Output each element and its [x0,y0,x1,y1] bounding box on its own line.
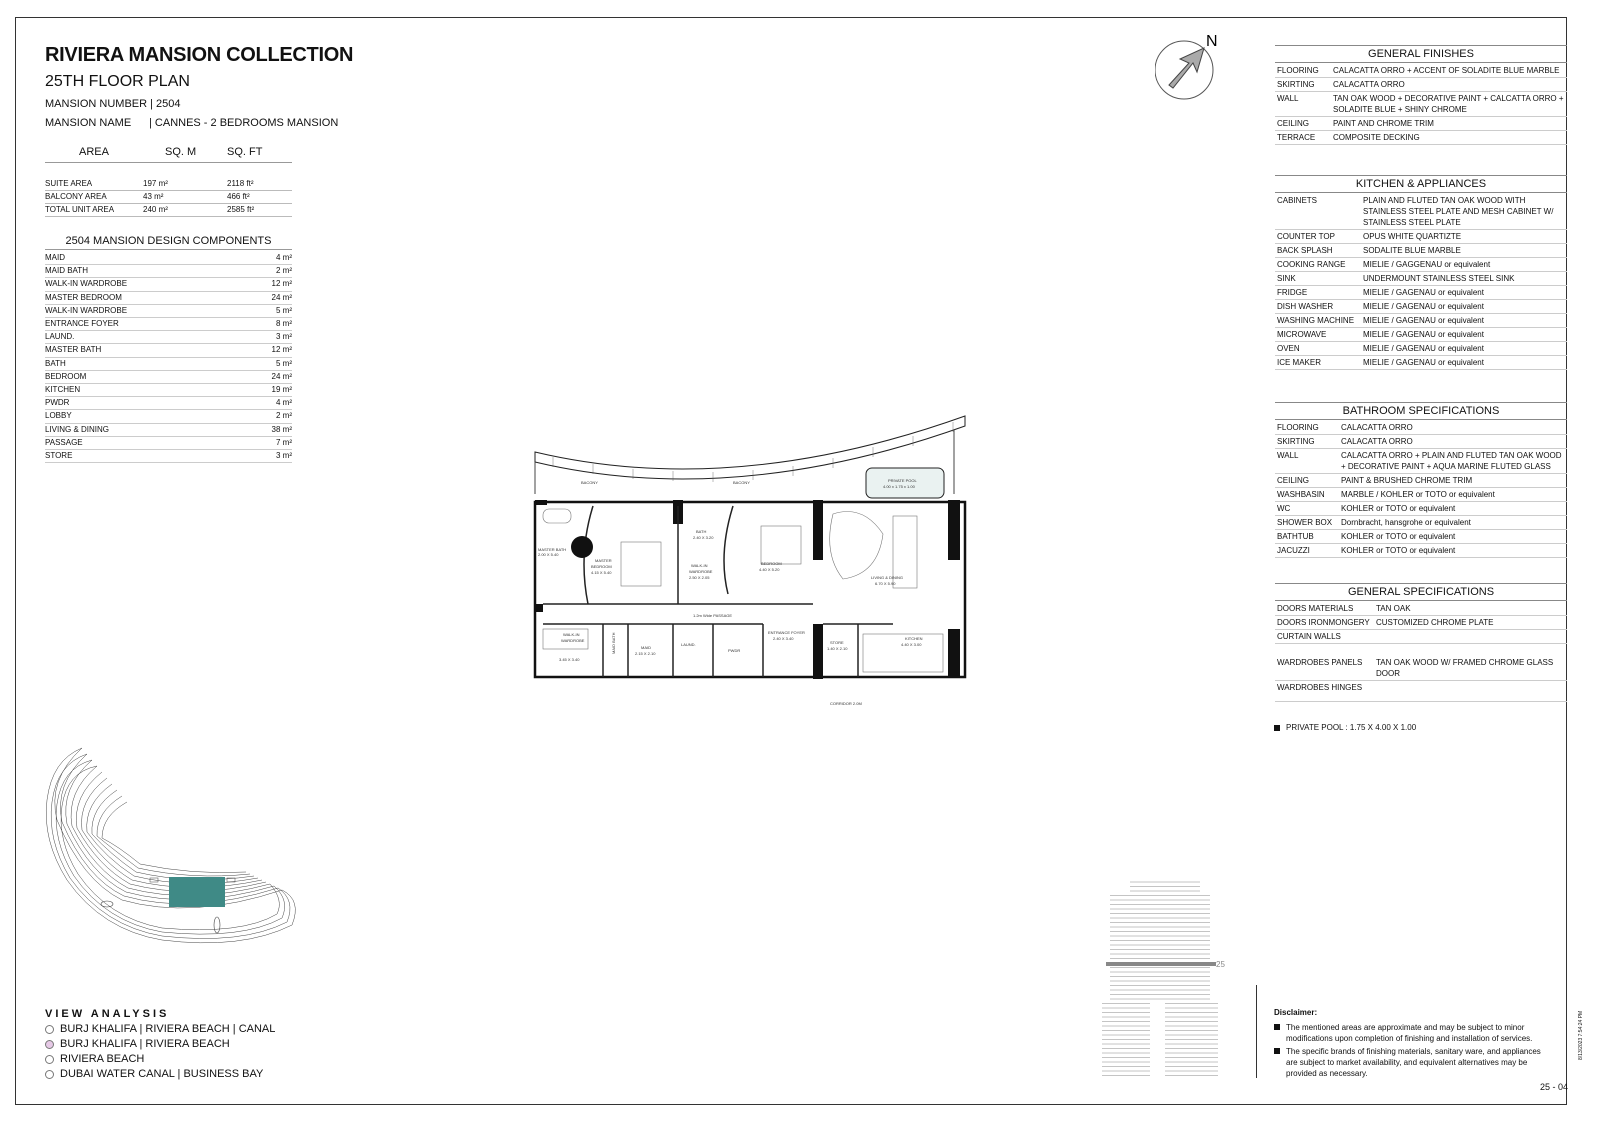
spec-key: WALL [1277,451,1299,460]
spec-row [1275,230,1567,244]
area-col-header: AREA [79,146,109,158]
disclaimer-divider [1256,985,1257,1078]
spec-key: CABINETS [1277,196,1318,205]
balcony-label-2: BACONY [733,480,750,485]
component-name: ENTRANCE FOYER [45,319,119,328]
page-title: RIVIERA MANSION COLLECTION [45,44,354,66]
area-row [45,190,292,204]
spec-row [1275,544,1567,558]
component-area: 4 m² [276,253,292,262]
spec-value: PAINT & BRUSHED CHROME TRIM [1341,476,1473,485]
building-elevation-drawing [1100,880,1225,1080]
mansion-name-label: MANSION NAME [45,117,132,129]
spec-key: JACUZZI [1277,546,1310,555]
disclaimer-bullet [1274,1024,1280,1030]
spec-row [1275,272,1567,286]
spec-key: WASHBASIN [1277,490,1325,499]
area-sqm: 43 m² [143,192,164,201]
pool-label: PRIVATE POOL [888,478,917,483]
spec-key: SHOWER BOX [1277,518,1333,527]
room-living: LIVING & DINING [871,575,904,580]
spec-row [1275,117,1567,131]
view-option-label: BURJ KHALIFA | RIVIERA BEACH [60,1038,230,1050]
view-color-dot [45,1070,54,1079]
component-name: WALK-IN WARDROBE [45,279,128,289]
room-store-dim: 1.40 X 2.10 [827,646,848,651]
spec-key: CURTAIN WALLS [1277,632,1341,641]
component-row [45,371,292,384]
view-option [45,1053,144,1065]
component-row [45,437,292,450]
component-row [45,344,292,357]
spec-value: TAN OAK WOOD W/ FRAMED CHROME GLASS DOOR [1376,658,1554,678]
spec-row [1275,131,1567,145]
pool-dim: 4.00 x 1.75 x 1.00 [883,484,915,489]
spec-section [1275,175,1567,370]
spec-row [1275,435,1567,449]
room-bedroom-dim: 4.40 X 5.20 [759,567,780,572]
component-row [45,278,292,291]
component-area: 19 m² [271,385,292,394]
spec-key: SINK [1277,274,1296,283]
component-area: 5 m² [276,358,292,368]
spec-value: KOHLER or TOTO or equivalent [1341,546,1456,555]
room-foyer-dim: 2.40 X 3.40 [773,636,794,641]
spec-value: SODALITE BLUE MARBLE [1363,246,1461,255]
spec-value: MIELIE / GAGGENAU or equivalent [1363,260,1491,269]
component-area: 24 m² [271,371,292,381]
room-kitchen: KITCHEN [905,636,923,641]
spec-value: MIELIE / GAGENAU or equivalent [1363,302,1484,311]
spec-row [1275,516,1567,530]
corridor-label: CORRIDOR 2.0M [830,701,862,706]
compass-n-label: N [1206,33,1218,50]
spec-value: CALACATTA ORRO [1341,437,1413,446]
component-name: STORE [45,451,73,460]
spec-section [1275,402,1567,558]
spec-section-title: KITCHEN & APPLIANCES [1275,175,1567,193]
room-master-bed-dim: 4.15 X 5.40 [591,570,612,575]
component-name: KITCHEN [45,385,81,394]
area-sqm: 240 m² [143,205,168,214]
room-pwdr: PWDR [728,648,741,653]
spec-row [1275,530,1567,544]
spec-key: BACK SPLASH [1277,246,1333,255]
spec-row [1275,194,1567,230]
component-area: 24 m² [271,292,292,302]
disclaimer-title: Disclaimer: [1274,1008,1318,1017]
spec-section-title: BATHROOM SPECIFICATIONS [1275,402,1567,420]
spec-row [1275,78,1567,92]
room-maid-bath: MAID BATH [611,632,616,654]
spec-value: TAN OAK [1376,604,1411,613]
component-row [45,292,292,305]
area-name: BALCONY AREA [45,192,107,201]
spec-key: COUNTER TOP [1277,232,1335,241]
spec-row [1275,502,1567,516]
spec-section-title: GENERAL FINISHES [1275,45,1567,63]
component-area: 12 m² [271,279,292,289]
component-area: 5 m² [276,305,292,315]
spec-value: PAINT AND CHROME TRIM [1333,119,1434,128]
view-color-dot [45,1055,54,1064]
spec-value: CALACATTA ORRO + ACCENT OF SOLADITE BLUE MARBLE [1333,66,1560,75]
floor-indicator-label: 25 [1216,960,1225,969]
spec-value: MIELIE / GAGENAU or equivalent [1363,288,1484,297]
component-row [45,318,292,331]
view-option [45,1023,275,1035]
spec-row [1275,244,1567,258]
component-name: PASSAGE [45,437,83,447]
spec-key: FLOORING [1277,423,1319,432]
spec-value: MIELIE / GAGENAU or equivalent [1363,344,1484,353]
balcony-label-1: BACONY [581,480,598,485]
spec-key: ICE MAKER [1277,358,1322,367]
spec-section [1275,45,1567,145]
component-row [45,450,292,463]
spec-value: TAN OAK WOOD + DECORATIVE PAINT + CALCATTA ORRO + SOLADITE BLUE + SHINY CHROME [1333,94,1564,114]
area-name: TOTAL UNIT AREA [45,205,115,214]
spec-key: WC [1277,504,1291,513]
room-store: STORE [830,640,844,645]
spec-row [1275,258,1567,272]
spec-value: MIELIE / GAGENAU or equivalent [1363,330,1484,339]
pool-note-text: PRIVATE POOL : 1.75 X 4.00 X 1.00 [1286,723,1417,732]
spec-key: DOORS IRONMONGERY [1277,618,1370,627]
disclaimer-item [1274,1022,1544,1044]
spec-value: MIELIE / GAGENAU or equivalent [1363,316,1484,325]
floor-indicator [1106,962,1216,966]
room-laund: LAUND. [681,642,696,647]
room-kitchen-dim: 4.40 X 3.00 [901,642,922,647]
mansion-name [45,117,338,129]
spec-key: WASHING MACHINE [1277,316,1355,325]
spec-key: WALL [1277,94,1299,103]
disclaimer-text: The specific brands of finishing materials, sanitary ware, and appliances are subject to market availability, and equivalent alternatives may be provided as necessary. [1286,1047,1541,1078]
spec-key: BATHTUB [1277,532,1314,541]
component-row [45,358,292,371]
spec-value: OPUS WHITE QUARTIZTE [1363,232,1462,241]
spec-key: COOKING RANGE [1277,260,1346,269]
mansion-number: MANSION NUMBER | 2504 [45,98,181,110]
room-walkin-w: WALK-IN [563,632,580,637]
spec-value: CALACATTA ORRO + PLAIN AND FLUTED TAN OAK WOOD + DECORATIVE PAINT + AQUA MARINE FLUTED GLASS [1341,451,1562,471]
spec-row [1275,286,1567,300]
spec-key: DISH WASHER [1277,302,1334,311]
room-bath-dim: 2.40 X 3.20 [693,535,714,540]
spec-row [1275,421,1567,435]
room-walkin-dim: 2.50 X 2.05 [689,575,710,580]
spec-key: MICROWAVE [1277,330,1327,339]
spec-value: CUSTOMIZED CHROME PLATE [1376,618,1494,627]
spec-row [1275,630,1567,644]
component-area: 2 m² [276,411,292,421]
spec-row [1275,602,1567,616]
spec-key: CEILING [1277,119,1310,128]
mansion-name-value: | CANNES - 2 BEDROOMS MANSION [149,117,339,129]
spec-key: CEILING [1277,476,1310,485]
spec-row [1275,300,1567,314]
view-option-label: DUBAI WATER CANAL | BUSINESS BAY [60,1068,264,1080]
spec-key: SKIRTING [1277,80,1315,89]
room-living-dim: 6.70 X 5.90 [875,581,896,586]
spec-row [1275,342,1567,356]
component-area: 3 m² [276,332,292,342]
view-option-label: BURJ KHALIFA | RIVIERA BEACH | CANAL [60,1023,276,1035]
room-passage: 1.2m Wide PASSAGE [693,613,733,618]
view-color-dot [45,1025,54,1034]
area-sqm: 197 m² [143,179,168,188]
spec-key: SKIRTING [1277,437,1315,446]
north-compass-icon [1155,30,1221,102]
pool-note-bullet [1274,725,1280,731]
room-walkin-2: WARDROBE [689,569,713,574]
spec-row [1275,616,1567,630]
spec-row [1275,474,1567,488]
spec-key: WARDROBES HINGES [1277,683,1363,692]
area-row [45,203,292,217]
room-master-bed-2: BEDROOM [591,564,612,569]
spec-row [1275,488,1567,502]
spec-key: DOORS MATERIALS [1277,604,1354,613]
private-pool [866,468,944,498]
view-option-label: RIVIERA BEACH [60,1053,145,1065]
spec-section-title: GENERAL SPECIFICATIONS [1275,583,1567,601]
spec-section [1275,583,1567,702]
component-area: 12 m² [271,345,292,355]
spec-key: FLOORING [1277,66,1319,75]
spec-row [1275,356,1567,370]
component-row [45,331,292,344]
area-table-header [45,146,292,163]
spec-value: COMPOSITE DECKING [1333,133,1420,142]
area-sqft: 2118 ft² [227,179,254,188]
component-area: 2 m² [276,266,292,276]
components-title: 2504 MANSION DESIGN COMPONENTS [45,235,292,250]
sqm-col-header: SQ. M [165,146,197,158]
spec-key: OVEN [1277,344,1300,353]
disclaimer-text: The mentioned areas are approximate and may be subject to minor modifications upon completion of finishing and installation of services. [1286,1023,1533,1043]
area-sqft: 2585 ft² [227,205,255,214]
component-name: MASTER BATH [45,345,102,355]
component-name: BATH [45,358,66,368]
spec-value: CALACATTA ORRO [1333,80,1405,89]
spec-row [1275,328,1567,342]
column-round [571,536,593,558]
room-walkin-w-dim: 3.45 X 3.40 [559,657,580,662]
component-name: LOBBY [45,411,72,421]
spec-value: UNDERMOUNT STAINLESS STEEL SINK [1363,274,1515,283]
room-walkin: WALK-IN [691,563,708,568]
disclaimer-bullet [1274,1048,1280,1054]
spec-key: TERRACE [1277,133,1316,142]
component-area: 3 m² [276,451,292,460]
component-name: MAID BATH [45,266,88,276]
sqft-col-header: SQ. FT [227,146,263,158]
spec-value [1376,631,1567,642]
view-option [45,1038,230,1050]
component-row [45,265,292,278]
component-name: MASTER BEDROOM [45,292,122,302]
spec-value: Dornbracht, hansgrohe or equivalent [1341,518,1471,527]
spec-row [1275,314,1567,328]
component-area: 7 m² [276,437,292,447]
component-row [45,305,292,318]
spec-row [1275,92,1567,117]
spec-row [1275,656,1567,681]
component-name: MAID [45,253,65,262]
unit-location-highlight [169,877,225,907]
spec-row [1275,64,1567,78]
spec-value: KOHLER or TOTO or equivalent [1341,504,1456,513]
spec-value [1376,682,1567,693]
component-area: 4 m² [276,398,292,408]
component-area: 8 m² [276,319,292,328]
spec-key: WARDROBES PANELS [1277,658,1363,667]
floor-plan-subtitle: 25TH FLOOR PLAN [45,73,190,90]
spec-value: KOHLER or TOTO or equivalent [1341,532,1456,541]
area-row [45,177,292,191]
area-sqft: 466 ft² [227,192,250,201]
component-row [45,384,292,397]
component-name: WALK-IN WARDROBE [45,305,128,315]
component-area: 38 m² [271,424,292,434]
page-number: 25 - 04 [1540,1082,1569,1092]
room-walkin-w-2: WARDROBE [561,638,585,643]
room-foyer: ENTRANCE FOYER [768,630,805,635]
print-timestamp: 8/13/2023 7:54:24 PM [1578,1010,1584,1060]
view-analysis-title: VIEW ANALYSIS [45,1008,170,1020]
view-option [45,1068,263,1080]
component-row [45,424,292,437]
pool-note [1274,723,1416,732]
room-bedroom: BEDROOM [761,561,782,566]
spec-value: MARBLE / KOHLER or TOTO or equivalent [1341,490,1495,499]
component-row [45,397,292,410]
room-master-bath-dim: 2.00 X 5.40 [538,552,559,557]
site-plan-drawing [42,740,302,965]
room-master-bed: MASTER [595,558,612,563]
component-name: LIVING & DINING [45,424,110,434]
component-name: PWDR [45,398,70,408]
floor-plan-drawing [533,414,968,710]
spec-value: CALACATTA ORRO [1341,423,1413,432]
spec-row [1275,449,1567,474]
component-row [45,410,292,423]
room-bath: BATH [696,529,707,534]
disclaimer-item [1274,1046,1544,1079]
component-name: BEDROOM [45,371,87,381]
room-master-bath: MASTER BATH [538,547,567,552]
component-name: LAUND. [45,332,75,342]
view-color-dot [45,1040,54,1049]
component-row [45,252,292,265]
area-name: SUITE AREA [45,179,93,188]
spec-value: PLAIN AND FLUTED TAN OAK WOOD WITH STAINLESS STEEL PLATE AND MESH CABINET W/ STAINLESS STEEL PLATE [1363,196,1554,227]
spec-key: FRIDGE [1277,288,1308,297]
room-maid-dim: 2.15 X 2.10 [635,651,656,656]
room-maid: MAID [641,645,651,650]
spec-value: MIELIE / GAGENAU or equivalent [1363,358,1484,367]
spec-row [1275,681,1567,702]
